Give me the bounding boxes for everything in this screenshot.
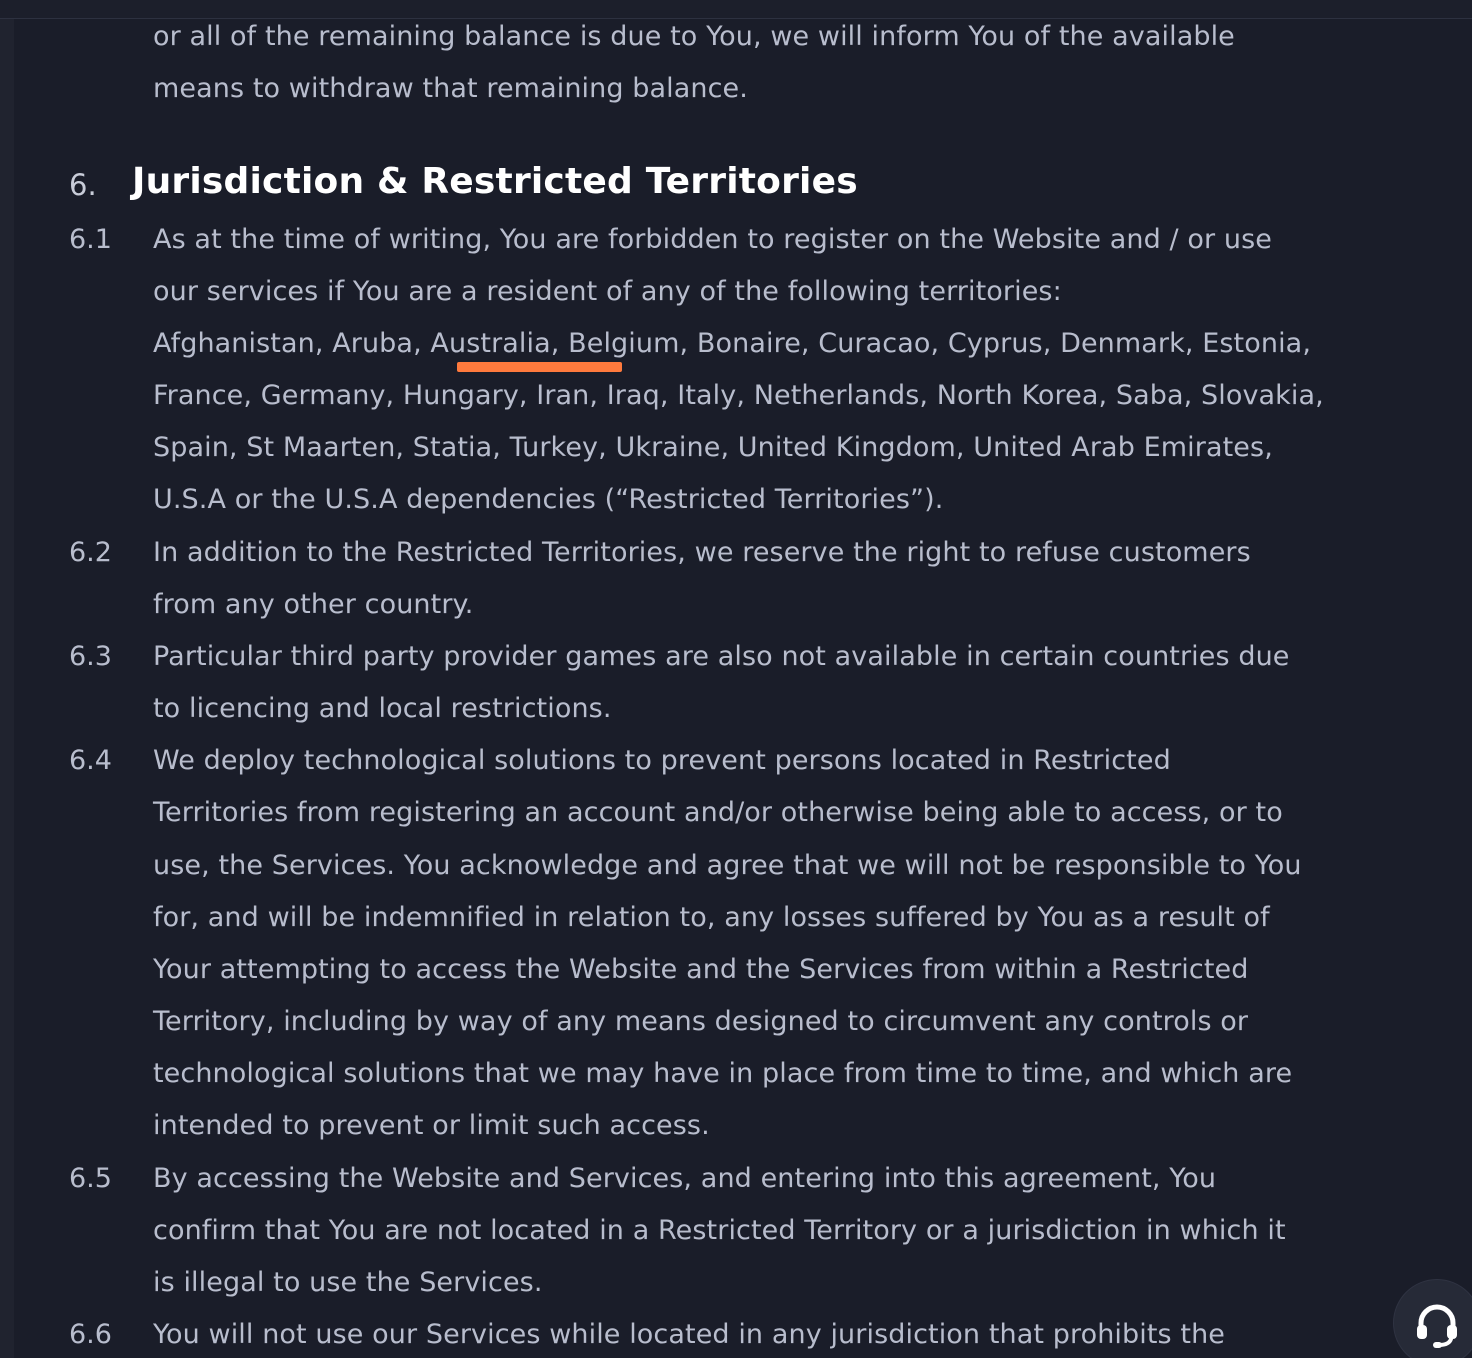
clause-line: In addition to the Restricted Territories, we reserve the right to refuse customers (153, 537, 1251, 568)
intro-line: or all of the remaining balance is due to You, we will inform You of the available (153, 21, 1235, 52)
intro-line: means to withdraw that remaining balance. (153, 73, 748, 104)
clause-line: to licencing and local restrictions. (153, 693, 612, 724)
clause-line: We deploy technological solutions to prevent persons located in Restricted (153, 745, 1171, 776)
clause-line: intended to prevent or limit such access. (153, 1110, 710, 1141)
section-number: 6. (69, 168, 97, 202)
clause-number: 6.5 (69, 1163, 112, 1194)
clause-line: technological solutions that we may have in place from time to time, and which are (153, 1058, 1293, 1089)
clause-number: 6.1 (69, 224, 112, 255)
clause-line: U.S.A or the U.S.A dependencies (“Restricted Territories”). (153, 484, 944, 515)
clause-line: Afghanistan, Aruba, Australia, Belgium, Bonaire, Curacao, Cyprus, Denmark, Estonia, (153, 328, 1312, 359)
clause-line: By accessing the Website and Services, and entering into this agreement, You (153, 1163, 1217, 1194)
clause-line: Territory, including by way of any means designed to circumvent any controls or (153, 1006, 1249, 1037)
clause-number: 6.2 (69, 537, 112, 568)
headset-icon (1411, 1297, 1463, 1349)
clause-line: our services if You are a resident of any of the following territories: (153, 276, 1062, 307)
clause-line: confirm that You are not located in a Restricted Territory or a jurisdiction in which it (153, 1215, 1286, 1246)
section-title: Jurisdiction & Restricted Territories (132, 161, 858, 202)
clause-line: is illegal to use the Services. (153, 1267, 543, 1298)
clause-line: France, Germany, Hungary, Iran, Iraq, Italy, Netherlands, North Korea, Saba, Slovakia, (153, 380, 1324, 411)
clause-line: use, the Services. You acknowledge and agree that we will not be responsible to You (153, 850, 1302, 881)
clause-line: from any other country. (153, 589, 474, 620)
clause-line: As at the time of writing, You are forbidden to register on the Website and / or use (153, 224, 1272, 255)
clause-number: 6.3 (69, 641, 112, 672)
highlight-underline (457, 362, 622, 372)
clause-line: Your attempting to access the Website and the Services from within a Restricted (153, 954, 1249, 985)
clause-number: 6.6 (69, 1319, 112, 1350)
clause-number: 6.4 (69, 745, 112, 776)
clause-line: Particular third party provider games are also not available in certain countries due (153, 641, 1290, 672)
clause-line: Territories from registering an account and/or otherwise being able to access, or to (153, 797, 1283, 828)
clause-line: You will not use our Services while located in any jurisdiction that prohibits the (153, 1319, 1225, 1350)
clause-line: for, and will be indemnified in relation to, any losses suffered by You as a result of (153, 902, 1270, 933)
clause-line: Spain, St Maarten, Statia, Turkey, Ukraine, United Kingdom, United Arab Emirates, (153, 432, 1273, 463)
